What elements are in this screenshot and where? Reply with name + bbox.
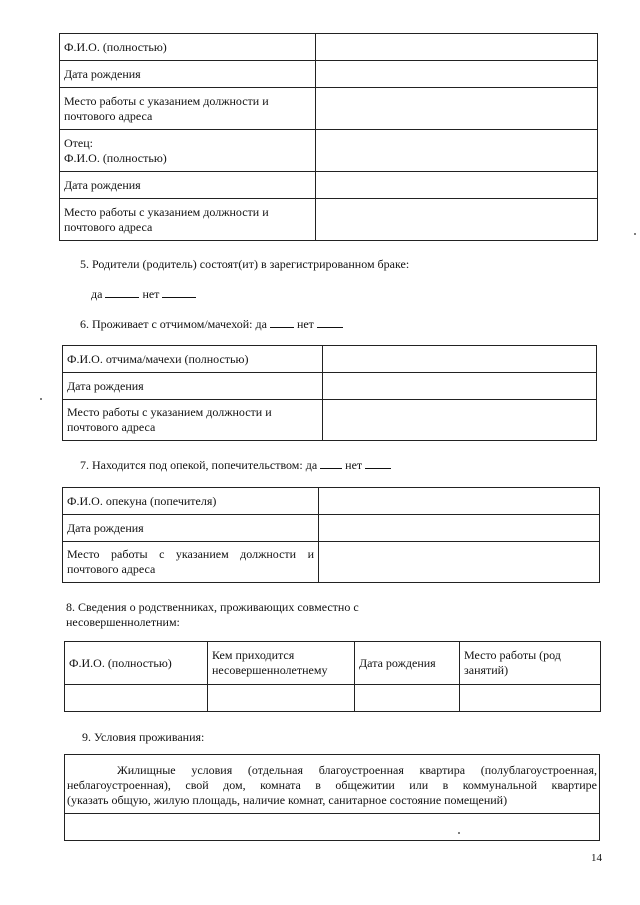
header-line: несовершеннолетнему	[212, 663, 328, 677]
stepparent-fio-input[interactable]	[323, 346, 597, 373]
father-workplace-input[interactable]	[316, 199, 598, 241]
yes-blank[interactable]	[105, 287, 139, 298]
birthdate-cell[interactable]	[355, 685, 460, 712]
section-9-title: 9. Условия проживания:	[82, 730, 205, 744]
field-label: Дата рождения	[60, 61, 316, 88]
table-row	[63, 346, 597, 373]
header-line: занятий)	[464, 663, 509, 677]
yes-label: да	[91, 287, 103, 301]
label-line: почтового адреса	[67, 562, 156, 576]
title-line: несовершеннолетним:	[66, 615, 180, 629]
section-5-answer	[91, 287, 196, 302]
no-blank[interactable]	[162, 287, 196, 298]
stepparent-table	[62, 345, 597, 441]
field-label	[63, 542, 319, 583]
column-header	[208, 642, 355, 685]
yes-blank[interactable]	[320, 458, 342, 469]
column-header: Ф.И.О. (полностью)	[65, 642, 208, 685]
living-conditions-box	[64, 754, 600, 841]
birthdate-input[interactable]	[316, 61, 598, 88]
field-label: Ф.И.О. опекуна (попечителя)	[63, 488, 319, 515]
fio-input[interactable]	[316, 34, 598, 61]
title-line: 8. Сведения о родственниках, проживающих совместно с	[66, 600, 359, 614]
table-row	[60, 34, 598, 61]
table-row	[63, 515, 600, 542]
guardian-fio-input[interactable]	[319, 488, 600, 515]
table-row	[60, 199, 598, 241]
field-label: Дата рождения	[60, 172, 316, 199]
section-7-title	[80, 458, 391, 473]
father-birthdate-input[interactable]	[316, 172, 598, 199]
section-7-question: 7. Находится под опекой, попечительством: да	[80, 458, 318, 472]
section-8-title	[66, 600, 359, 630]
scan-speck	[40, 398, 42, 400]
scan-speck	[634, 233, 636, 235]
label-line: Место работы с указанием должности и	[64, 204, 269, 219]
living-conditions-text	[65, 755, 599, 808]
header-line: Место работы (род	[464, 648, 561, 662]
field-label	[60, 88, 316, 130]
living-conditions-input[interactable]	[65, 814, 599, 840]
label-line: Место работы с указанием должности и	[64, 93, 269, 108]
guardian-workplace-input[interactable]	[319, 542, 600, 583]
column-header: Дата рождения	[355, 642, 460, 685]
relation-cell[interactable]	[208, 685, 355, 712]
table-row	[60, 172, 598, 199]
table-row	[63, 400, 597, 441]
no-blank[interactable]	[317, 317, 343, 328]
yes-blank[interactable]	[270, 317, 294, 328]
field-label: Ф.И.О. отчима/мачехи (полностью)	[63, 346, 323, 373]
relative-fio-cell[interactable]	[65, 685, 208, 712]
table-row	[60, 61, 598, 88]
table-row	[63, 373, 597, 400]
no-blank[interactable]	[365, 458, 391, 469]
workplace-cell[interactable]	[460, 685, 601, 712]
text-line: (указать общую, жилую площадь, наличие комнат, санитарное состояние помещений)	[67, 793, 508, 807]
section-5-title: 5. Родители (родитель) состоят(ит) в зарегистрированном браке:	[80, 257, 410, 271]
guardian-birthdate-input[interactable]	[319, 515, 600, 542]
field-label	[60, 199, 316, 241]
field-label: Дата рождения	[63, 373, 323, 400]
table-row	[63, 488, 600, 515]
field-label: Ф.И.О. (полностью)	[60, 34, 316, 61]
field-label: Дата рождения	[63, 515, 319, 542]
no-label: нет	[142, 287, 160, 301]
table-row	[63, 542, 600, 583]
scan-speck	[458, 832, 460, 834]
table-row	[60, 130, 598, 172]
page-number: 14	[591, 852, 602, 864]
label-line: Отец:	[64, 135, 93, 150]
table-row	[60, 88, 598, 130]
workplace-input[interactable]	[316, 88, 598, 130]
guardian-table	[62, 487, 600, 583]
label-line: почтового адреса	[64, 108, 153, 123]
table-row	[65, 685, 601, 712]
field-label	[63, 400, 323, 441]
label-line: почтового адреса	[67, 420, 156, 434]
label-line: почтового адреса	[64, 219, 153, 234]
field-label	[60, 130, 316, 172]
column-header	[460, 642, 601, 685]
header-line: Кем приходится	[212, 648, 295, 662]
label-line: Ф.И.О. (полностью)	[64, 150, 167, 165]
relatives-table	[64, 641, 601, 712]
section-6-title	[80, 317, 343, 332]
stepparent-birthdate-input[interactable]	[323, 373, 597, 400]
label-line: Место работы с указанием должности и	[67, 547, 314, 561]
father-fio-input[interactable]	[316, 130, 598, 172]
table-header-row	[65, 642, 601, 685]
no-label: нет	[345, 458, 363, 472]
stepparent-workplace-input[interactable]	[323, 400, 597, 441]
no-label: нет	[296, 317, 314, 331]
label-line: Место работы с указанием должности и	[67, 405, 272, 419]
text-line: неблагоустроенная), свой дом, комната в общежитии или в коммунальной квартире	[67, 778, 597, 792]
section-6-question: 6. Проживает с отчимом/мачехой: да	[80, 317, 267, 331]
text-line: Жилищные условия (отдельная благоустроенная квартира (полублагоустроенная,	[117, 763, 597, 777]
parents-table	[59, 33, 598, 241]
